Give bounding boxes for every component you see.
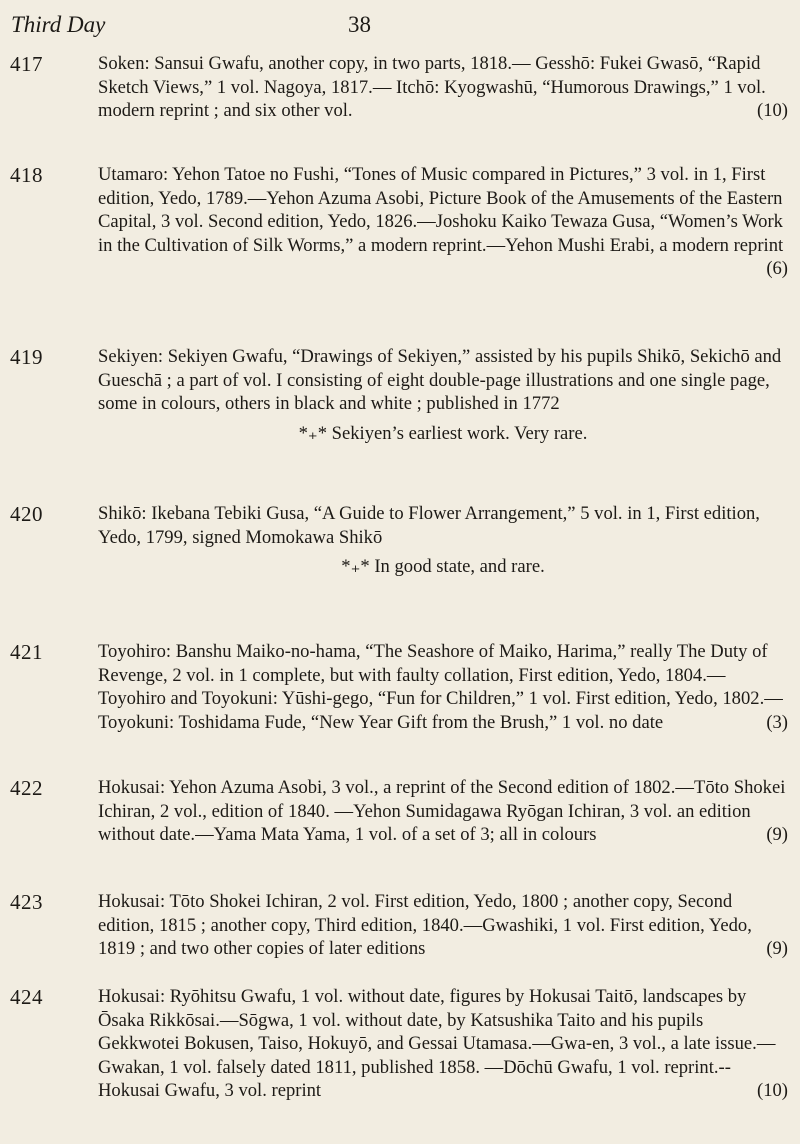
price-estimate: (6) [766,258,788,279]
entry-text: Hokusai: Yehon Azuma Asobi, 3 vol., a reprint of the Second edition of 1802.—Tōto Shokei Ichiran, 2 vol., edition of 1840. —Yehon Sumidagawa Ryōgan Ichiran, 3 vol. an edition without date.—Yama Mata Yama, 1 vol. of a set of 3; all in colours (9) [98,777,788,845]
lot-number: 419 [10,345,43,369]
price-estimate: (10) [757,1080,788,1101]
lot-number: 418 [10,163,43,187]
price-estimate: (9) [766,938,788,959]
lot-number: 422 [10,776,43,800]
entry-text: Hokusai: Tōto Shokei Ichiran, 2 vol. First edition, Yedo, 1800 ; another copy, Second edition, 1815 ; another copy, Third edition, 1840.—Gwashiki, 1 vol. First edition, Yedo, 1819 ; and two other copies of later editions (9) [98,891,788,959]
price-estimate: (10) [757,100,788,121]
lot-number: 420 [10,502,43,526]
entry-text: Shikō: Ikebana Tebiki Gusa, “A Guide to Flower Arrangement,” 5 vol. in 1, First edition, Yedo, 1799, signed Momokawa Shikō [98,503,760,548]
lot-number: 417 [10,52,43,76]
entry-text: Utamaro: Yehon Tatoe no Fushi, “Tones of Music compared in Pictures,” 3 vol. in 1, First edition, Yedo, 1789.—Yehon Azuma Asobi, Picture Book of the Amusements of the Eastern Capital, 3 vol. Second edition, Yedo, 1826.—Joshoku Kaiko Tewaza Gusa, “Women’s Work in the Cultivation of Silk Worms,” a modern reprint.—Yehon Mushi Erabi, a modern reprint (6) [98,164,788,279]
entry-text: Toyohiro: Banshu Maiko-no-hama, “The Seashore of Maiko, Harima,” really The Duty of Revenge, 2 vol. in 1 complete, but with faulty collation, First edition, Yedo, 1804.—Toyohiro and Toyokuni: Yūshi-gego, “Fun for Children,” 1 vol. First edition, Yedo, 1802.—Toyokuni: Toshidama Fude, “New Year Gift from the Brush,” 1 vol. no date (3) [98,641,788,733]
page-header [0,0,800,44]
page-number: 38 [348,12,371,37]
entry-note: *₊* Sekiyen’s earliest work. Very rare. [298,422,588,444]
entry-text: Hokusai: Ryōhitsu Gwafu, 1 vol. without date, figures by Hokusai Taitō, landscapes by Ōsaka Rikkōsai.—Sōgwa, 1 vol. without date, by Katsushika Taito and his pupils Gekkwotei Bokusen, Taiso, Hokuyō, and Gessai Utamasa.—Gwa-en, 3 vol., a late issue.—Gwakan, 1 vol. falsely dated 1811, published 1858. —Dōchū Gwafu, 1 vol. reprint.--Hokusai Gwafu, 3 vol. reprint (10) [98,986,788,1101]
entry-text: Soken: Sansui Gwafu, another copy, in two parts, 1818.— Gesshō: Fukei Gwasō, “Rapid Sketch Views,” 1 vol. Nagoya, 1817.— Itchō: Kyogwashū, “Humorous Drawings,” 1 vol. modern reprint ; and six other vol. (10) [98,53,788,121]
entry-text: Sekiyen: Sekiyen Gwafu, “Drawings of Sekiyen,” assisted by his pupils Shikō, Sekichō and Gueschā ; a part of vol. I consisting of eight double-page illustrations and one single page, some in colours, others in black and white ; published in 1772 [98,346,782,414]
entry-note: *₊* In good state, and rare. [341,556,545,577]
price-estimate: (9) [766,824,788,845]
lot-number: 423 [10,890,43,914]
lot-number: 421 [10,640,43,664]
lot-number: 424 [10,985,43,1009]
running-title: Third Day [11,12,106,37]
price-estimate: (3) [766,711,788,733]
